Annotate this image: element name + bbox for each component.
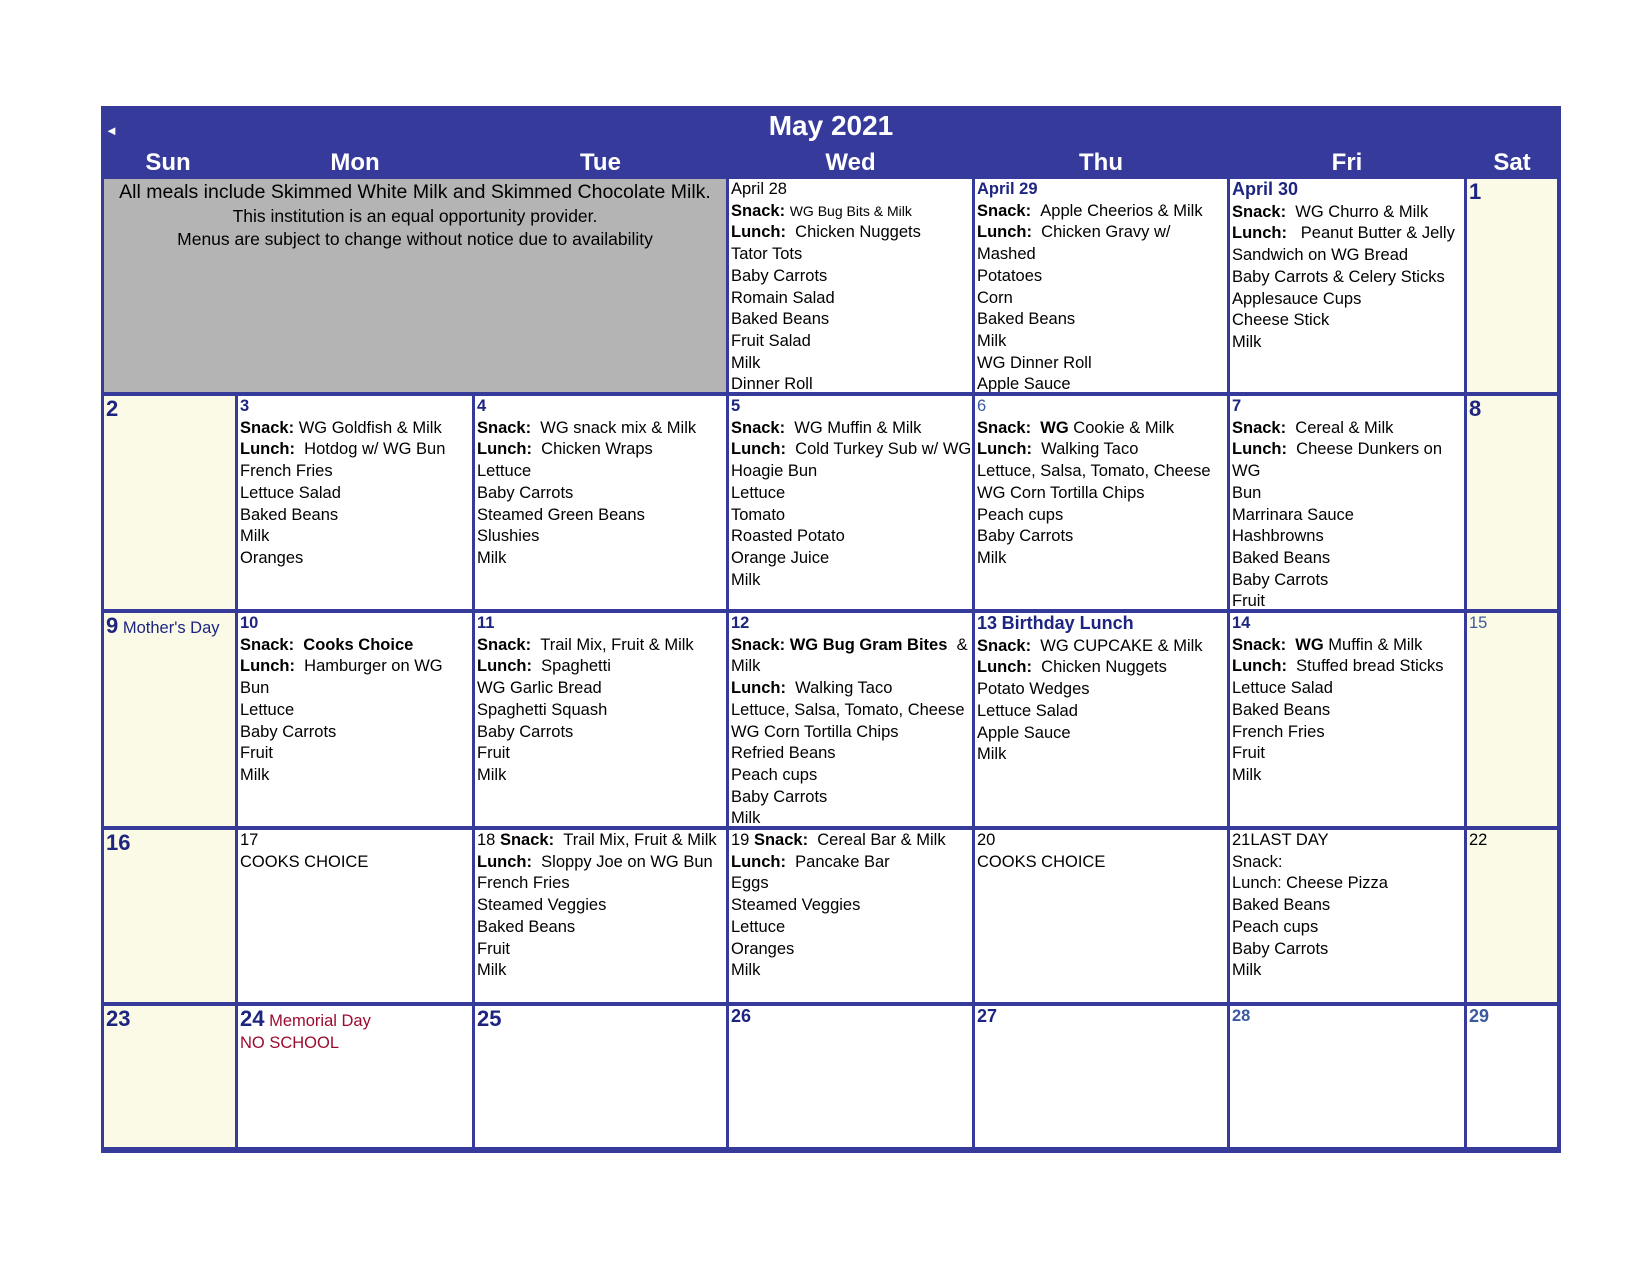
snack-label: Snack: (977, 201, 1032, 220)
snack-item: WG Goldfish & Milk (298, 418, 442, 437)
calendar (101, 106, 1561, 1153)
birthday-lunch-title: Birthday Lunch (1001, 613, 1134, 633)
menu-item: Lettuce Salad (977, 701, 1078, 720)
notice-cell (104, 179, 726, 392)
menu-item: Lettuce, Salsa, Tomato, Cheese (977, 462, 1211, 481)
menu-item: Baked Beans (731, 310, 830, 329)
menu-item: Lunch: Cheese Pizza (1232, 874, 1388, 893)
menu-item: WG Dinner Roll (977, 353, 1092, 372)
day-cell-28 (1230, 1006, 1464, 1147)
snack-label: Snack: (1232, 202, 1287, 221)
lunch-item: Spaghetti (541, 657, 611, 676)
snack-item: Cookie & Milk (1073, 418, 1175, 437)
menu-item: Milk (977, 548, 1007, 567)
day-cell-11 (475, 613, 726, 826)
menu-item: Peach cups (977, 505, 1064, 524)
day-number: 19 (731, 831, 750, 849)
menu-item: Baked Beans (1232, 896, 1331, 915)
day-number: 2 (106, 396, 119, 421)
day-number: 11 (477, 614, 495, 632)
snack-label: Snack: (477, 635, 532, 654)
day-header-mon: Mon (330, 149, 380, 176)
snack-label: Snack: (240, 418, 295, 437)
snack-label: Snack: (1232, 418, 1287, 437)
day-number: 24 (240, 1006, 265, 1031)
menu-item: Lettuce Salad (1232, 679, 1333, 698)
day-number: 9 (106, 613, 119, 638)
day-cell-4 (475, 396, 726, 609)
lunch-label: Lunch: (477, 657, 532, 676)
day-number: 16 (106, 830, 131, 855)
menu-item: Steamed Green Beans (477, 505, 645, 524)
menu-item: Dinner Roll (731, 375, 813, 392)
menu-item: Applesauce Cups (1232, 289, 1362, 308)
day-number: 5 (731, 397, 741, 415)
menu-item: Baby Carrots (240, 722, 337, 741)
menu-item: Milk (731, 961, 761, 980)
menu-item: Baked Beans (977, 310, 1076, 329)
menu-item: Lettuce (731, 483, 786, 502)
day-cell-7 (1230, 396, 1464, 609)
day-cell-apr30 (1230, 179, 1464, 392)
menu-item: Oranges (731, 939, 795, 958)
day-number: 17 (240, 831, 259, 849)
day-cell-20 (975, 830, 1227, 1002)
holiday-label: Mother's Day (122, 619, 220, 637)
snack-item: WG Churro & Milk (1295, 202, 1429, 221)
menu-item: Apple Sauce (977, 375, 1071, 392)
snack-label: Snack: (477, 418, 532, 437)
menu-item: Lettuce Salad (240, 483, 341, 502)
holiday-label: Memorial Day (269, 1012, 371, 1030)
day-number: 4 (477, 397, 487, 415)
snack-item: Trail Mix, Fruit & Milk (540, 635, 694, 654)
menu-item: Roasted Potato (731, 527, 845, 546)
menu-item: Baked Beans (240, 505, 339, 524)
snack-item: WG CUPCAKE & Milk (1040, 636, 1203, 655)
menu-item: Potatoes (977, 266, 1043, 285)
lunch-item: Hotdog w/ WG Bun (304, 440, 446, 459)
menu-item: Romain Salad (731, 288, 835, 307)
lunch-item: Cheese Dunkers on WG (1232, 440, 1443, 481)
menu-item: Corn (977, 288, 1013, 307)
snack-label: Snack: (499, 831, 555, 849)
menu-item: Milk (477, 961, 507, 980)
menu-item: COOKS CHOICE (240, 852, 369, 871)
day-number: 27 (977, 1006, 998, 1026)
day-cell-16 (104, 830, 235, 1002)
menu-item: Fruit (477, 744, 510, 763)
menu-item: Spaghetti Squash (477, 700, 608, 719)
lunch-item: Cold Turkey Sub w/ WG (795, 440, 972, 459)
menu-item: Peach cups (1232, 917, 1319, 936)
menu-item: Lettuce (240, 700, 295, 719)
day-header-tue: Tue (580, 149, 621, 176)
day-header-wed: Wed (825, 149, 876, 176)
day-cell-21 (1230, 830, 1464, 1002)
snack-label: Snack: (731, 635, 786, 654)
menu-item: Baby Carrots (977, 527, 1074, 546)
lunch-item: Pancake Bar (795, 852, 890, 871)
lunch-item: Chicken Wraps (541, 440, 653, 459)
day-header-thu: Thu (1079, 149, 1123, 176)
day-cell-23 (104, 1006, 235, 1147)
menu-item: Baby Carrots (1232, 570, 1329, 589)
day-cell-2 (104, 396, 235, 609)
day-cell-8 (1467, 396, 1557, 609)
snack-label: Snack: (977, 418, 1032, 437)
menu-item: Milk (1232, 765, 1262, 784)
day-number: 12 (731, 614, 750, 632)
menu-item: Tomato (731, 505, 786, 524)
day-number: 13 (977, 613, 998, 633)
day-number: 15 (1469, 614, 1488, 632)
day-number: 1 (1469, 179, 1482, 204)
day-cell-13 (975, 613, 1227, 826)
menu-item: Milk (477, 765, 507, 784)
snack-label: Snack: (731, 418, 786, 437)
day-number: 8 (1469, 396, 1482, 421)
menu-item: Bun (1232, 483, 1262, 502)
snack-label: Snack: (977, 636, 1032, 655)
lunch-item: Peanut Butter & Jelly (1300, 224, 1455, 243)
menu-item: Milk (731, 353, 761, 372)
day-cell-17 (238, 830, 472, 1002)
day-cell-5 (729, 396, 972, 609)
snack-item: Apple Cheerios & Milk (1040, 201, 1203, 220)
day-cell-6 (975, 396, 1227, 609)
menu-item: Baked Beans (1232, 700, 1331, 719)
notice-line-2: This institution is an equal opportunity provider. (232, 205, 598, 226)
menu-item: Snack: (1232, 852, 1283, 871)
snack-label: Snack: (731, 201, 786, 220)
menu-item: Baby Carrots (477, 483, 574, 502)
menu-item: Milk (1232, 332, 1262, 351)
menu-item: WG Corn Tortilla Chips (731, 722, 899, 741)
menu-item: Milk (240, 765, 270, 784)
menu-item: Eggs (731, 874, 769, 893)
day-cell-10 (238, 613, 472, 826)
lunch-item: Walking Taco (795, 679, 893, 698)
snack-item-bold: WG (1040, 418, 1069, 437)
menu-item: Tator Tots (731, 245, 803, 264)
day-number: 23 (106, 1006, 131, 1031)
no-school-note: NO SCHOOL (240, 1033, 340, 1052)
day-cell-24 (238, 1006, 472, 1147)
day-cell-18 (475, 830, 726, 1002)
lunch-item: Chicken Gravy w/ Mashed (977, 223, 1171, 264)
snack-item: Trail Mix, Fruit & Milk (563, 831, 717, 849)
day-number: 18 (477, 831, 496, 849)
prev-month-icon[interactable]: ◄ (105, 123, 118, 138)
day-cell-apr28 (729, 179, 972, 392)
lunch-label: Lunch: (731, 440, 786, 459)
day-cell-26 (729, 1006, 972, 1147)
day-number: 28 (1232, 1007, 1251, 1025)
menu-item: Lettuce (477, 462, 532, 481)
day-cell-22 (1467, 830, 1557, 1002)
lunch-label: Lunch: (1232, 224, 1287, 243)
menu-item: Milk (731, 657, 761, 676)
snack-item: Cereal & Milk (1295, 418, 1394, 437)
lunch-label: Lunch: (977, 658, 1032, 677)
lunch-item: Sloppy Joe on WG Bun (541, 852, 713, 871)
menu-item: Baby Carrots & Celery Sticks (1232, 267, 1445, 286)
day-number: 20 (977, 831, 996, 849)
menu-item: WG Garlic Bread (477, 679, 602, 698)
lunch-label: Lunch: (731, 852, 786, 871)
day-cell-15 (1467, 613, 1557, 826)
menu-item: COOKS CHOICE (977, 852, 1106, 871)
snack-item: Cereal Bar & Milk (817, 831, 946, 849)
menu-item: Orange Juice (731, 548, 830, 567)
lunch-label: Lunch: (240, 657, 295, 676)
day-number: 14 (1232, 614, 1251, 632)
menu-item: French Fries (240, 462, 333, 481)
lunch-label: Lunch: (1232, 440, 1287, 459)
snack-item-bold: WG Bug Gram Bites (789, 635, 948, 654)
day-number: 3 (240, 397, 250, 415)
snack-item: WG Muffin & Milk (794, 418, 922, 437)
lunch-label: Lunch: (977, 440, 1032, 459)
lunch-label: Lunch: (731, 679, 786, 698)
menu-item: Milk (1232, 961, 1262, 980)
day-number: April 29 (977, 180, 1038, 198)
menu-item: Fruit Salad (731, 331, 811, 350)
menu-item: Refried Beans (731, 744, 836, 763)
day-cell-apr29 (975, 179, 1227, 392)
day-cell-12 (729, 613, 972, 826)
snack-item: & (956, 635, 968, 654)
menu-item: Steamed Veggies (477, 896, 607, 915)
notice-line-3: Menus are subject to change without notice due to availability (177, 229, 653, 249)
lunch-item: Chicken Nuggets (795, 223, 921, 242)
menu-item: Baby Carrots (731, 266, 828, 285)
day-number: April 30 (1232, 179, 1299, 199)
menu-item: Baked Beans (477, 917, 576, 936)
menu-item: Marrinara Sauce (1232, 505, 1354, 524)
menu-item: Peach cups (731, 765, 818, 784)
lunch-label: Lunch: (1232, 657, 1287, 676)
day-cell-9 (104, 613, 235, 826)
day-number: April 28 (731, 180, 787, 198)
notice-line-1: All meals include Skimmed White Milk and Skimmed Chocolate Milk. (119, 181, 711, 203)
menu-item: Cheese Stick (1232, 311, 1330, 330)
day-cell-14 (1230, 613, 1464, 826)
menu-item: Potato Wedges (977, 680, 1090, 699)
day-number: 26 (731, 1006, 752, 1026)
snack-item: WG snack mix & Milk (540, 418, 697, 437)
day-cell-19 (729, 830, 972, 1002)
menu-item: Milk (977, 745, 1007, 764)
menu-item: Milk (240, 527, 270, 546)
menu-item: Baked Beans (1232, 548, 1331, 567)
snack-item: WG Bug Bits & Milk (789, 202, 912, 219)
lunch-label: Lunch: (977, 223, 1032, 242)
day-number: 21LAST DAY (1232, 831, 1329, 849)
day-number: 6 (977, 397, 987, 415)
snack-item-bold: Cooks Choice (303, 635, 414, 654)
menu-item: Steamed Veggies (731, 896, 861, 915)
menu-item: French Fries (477, 874, 570, 893)
menu-item: Milk (731, 809, 761, 826)
menu-item: Milk (977, 331, 1007, 350)
snack-label: Snack: (753, 831, 809, 849)
day-number: 22 (1469, 831, 1488, 849)
calendar-title: May 2021 (101, 106, 1561, 144)
day-cell-27 (975, 1006, 1227, 1147)
snack-label: Snack: (1232, 635, 1287, 654)
menu-item: Slushies (477, 527, 540, 546)
menu-item: Fruit (240, 744, 273, 763)
lunch-label: Lunch: (477, 440, 532, 459)
menu-item: Fruit (1232, 744, 1265, 763)
snack-item-bold: WG (1295, 635, 1324, 654)
day-cell-3 (238, 396, 472, 609)
day-number: 7 (1232, 397, 1242, 415)
menu-item: Fruit (1232, 592, 1265, 609)
menu-item: Apple Sauce (977, 723, 1071, 742)
lunch-label: Lunch: (240, 440, 295, 459)
menu-item: Hoagie Bun (731, 462, 818, 481)
day-cell-1 (1467, 179, 1557, 392)
day-header-sun: Sun (145, 149, 191, 176)
menu-item: Baby Carrots (477, 722, 574, 741)
lunch-item: Hamburger on WG Bun (240, 657, 443, 698)
menu-item: Milk (731, 570, 761, 589)
day-number: 25 (477, 1006, 502, 1031)
lunch-label: Lunch: (477, 852, 532, 871)
day-number: 10 (240, 614, 259, 632)
day-number: 29 (1469, 1006, 1490, 1026)
menu-item: Baby Carrots (1232, 939, 1329, 958)
lunch-label: Lunch: (731, 223, 786, 242)
menu-item: Milk (477, 548, 507, 567)
day-header-fri: Fri (1331, 149, 1363, 176)
menu-item: Baby Carrots (731, 787, 828, 806)
menu-item: WG Corn Tortilla Chips (977, 483, 1145, 502)
lunch-item: Chicken Nuggets (1041, 658, 1167, 677)
menu-item: Lettuce, Salsa, Tomato, Cheese (731, 700, 965, 719)
lunch-item: Walking Taco (1041, 440, 1139, 459)
menu-item: Hashbrowns (1232, 527, 1324, 546)
day-header-sat: Sat (1493, 149, 1531, 176)
menu-item: Fruit (477, 939, 510, 958)
snack-label: Snack: (240, 635, 295, 654)
lunch-item: Stuffed bread Sticks (1296, 657, 1444, 676)
menu-item: Sandwich on WG Bread (1232, 246, 1409, 265)
menu-item: Lettuce (731, 917, 786, 936)
menu-item: French Fries (1232, 722, 1325, 741)
snack-item: Muffin & Milk (1328, 635, 1423, 654)
day-cell-25 (475, 1006, 726, 1147)
menu-item: Oranges (240, 548, 304, 567)
day-cell-29 (1467, 1006, 1557, 1147)
